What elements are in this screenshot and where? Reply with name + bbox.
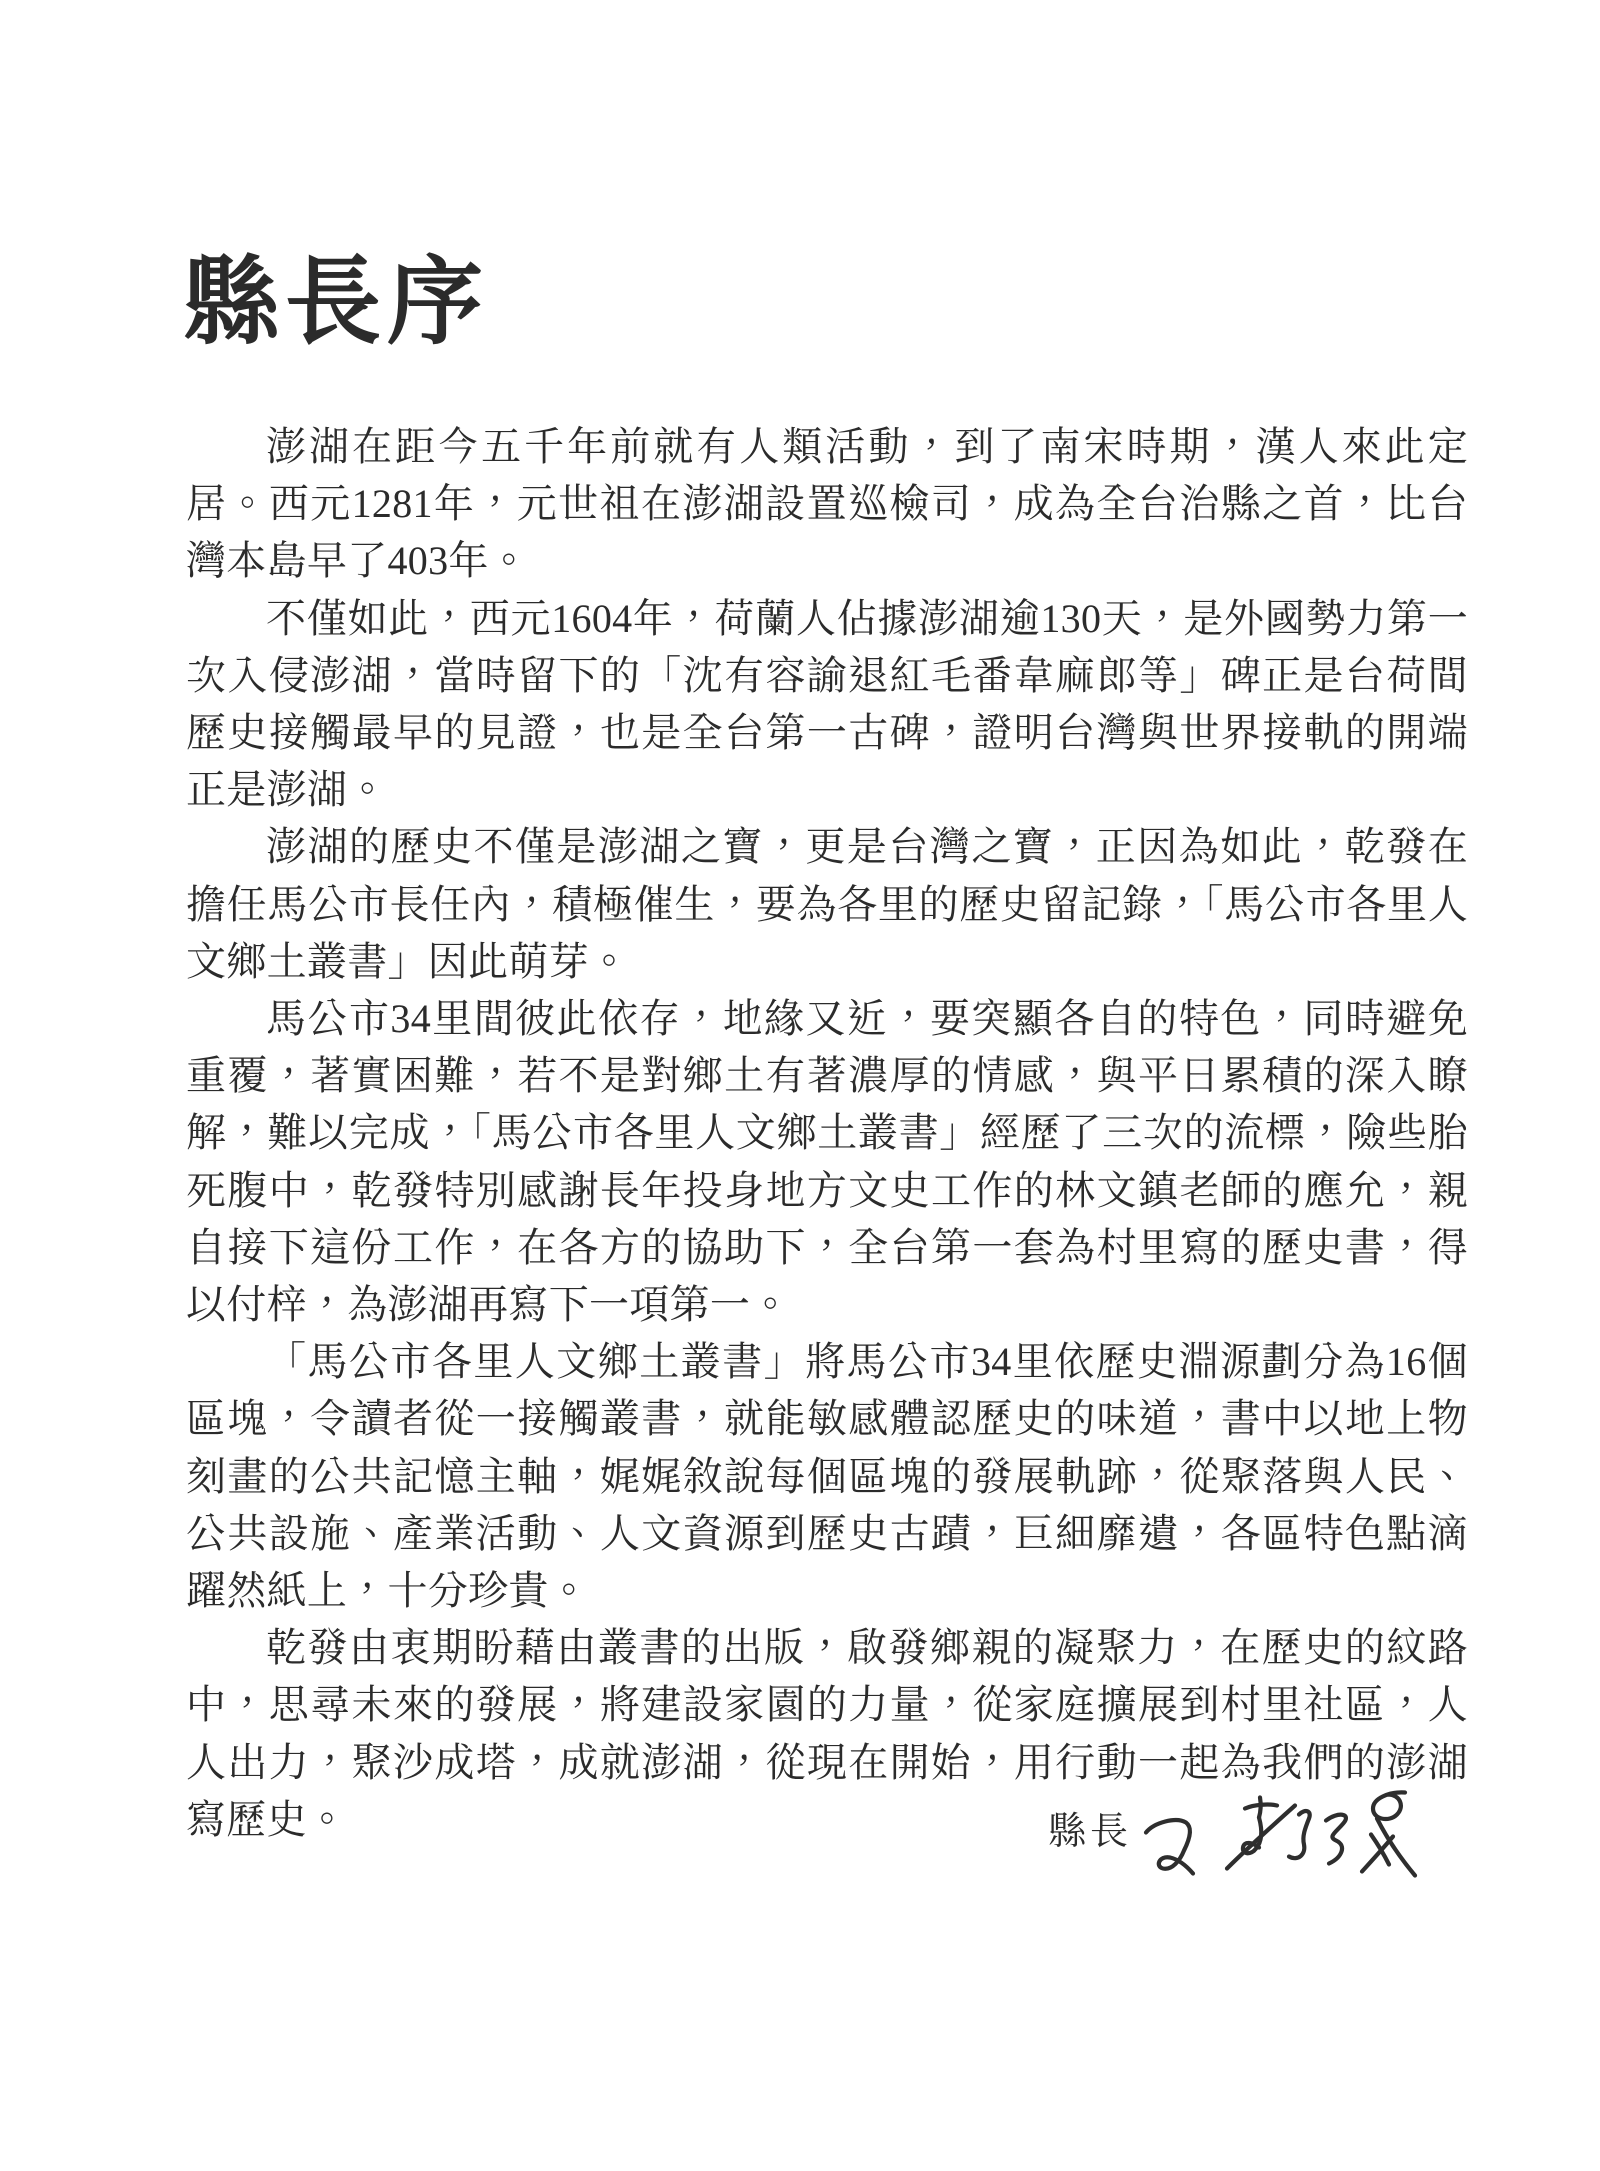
paragraph-2: 不僅如此，西元1604年，荷蘭人佔據澎湖逾130天，是外國勢力第一次入侵澎湖，當時留下的「沈有容諭退紅毛番韋麻郎等」碑正是台荷間歷史接觸最早的見證，也是全台第一古碑，證明台灣與世界接軌的開端正是澎湖。 [186,595,1468,813]
preface-body [186,418,1468,1848]
signature-block [1048,1782,1428,1902]
paragraph-5: 「馬公市各里人文鄉土叢書」將馬公市34里依歷史淵源劃分為16個區塊，令讀者從一接觸叢書，就能敏感體認歷史的味道，書中以地上物刻畫的公共記憶主軸，娓娓敘說每個區塊的發展軌跡，從聚落與人民、公共設施、產業活動、人文資源到歷史古蹟，巨細靡遺，各區特色點滴躍然紙上，十分珍貴。 [186,1339,1468,1614]
page-title: 縣長序 [183,249,489,356]
handwritten-signature [1132,1782,1422,1892]
paragraph-4: 馬公市34里間彼此依存，地緣又近，要突顯各自的特色，同時避免重覆，著實困難，若不是對鄉土有著濃厚的情感，與平日累積的深入瞭解，難以完成，「馬公市各里人文鄉土叢書」經歷了三次的流標，險些胎死腹中，乾發特別感謝長年投身地方文史工作的林文鎮老師的應允，親自接下這份工作，在各方的協助下，全台第一套為村里寫的歷史書，得以付梓，為澎湖再寫下一項第一。 [186,996,1468,1328]
paragraph-3: 澎湖的歷史不僅是澎湖之寶，更是台灣之寶，正因為如此，乾發在擔任馬公市長任內，積極催生，要為各里的歷史留記錄，「馬公市各里人文鄉土叢書」因此萌芽。 [186,824,1468,984]
signature-role-label: 縣長 [1048,1811,1133,1853]
paragraph-1: 澎湖在距今五千年前就有人類活動，到了南宋時期，漢人來此定居。西元1281年，元世祖在澎湖設置巡檢司，成為全台治縣之首，比台灣本島早了403年。 [186,424,1468,584]
paragraph-6: 乾發由衷期盼藉由叢書的出版，啟發鄉親的凝聚力，在歷史的紋路中，思尋未來的發展，將建設家園的力量，從家庭擴展到村里社區，人人出力，聚沙成塔，成就澎湖，從現在開始，用行動一起為我們的澎湖寫歷史。 [186,1625,1468,1842]
